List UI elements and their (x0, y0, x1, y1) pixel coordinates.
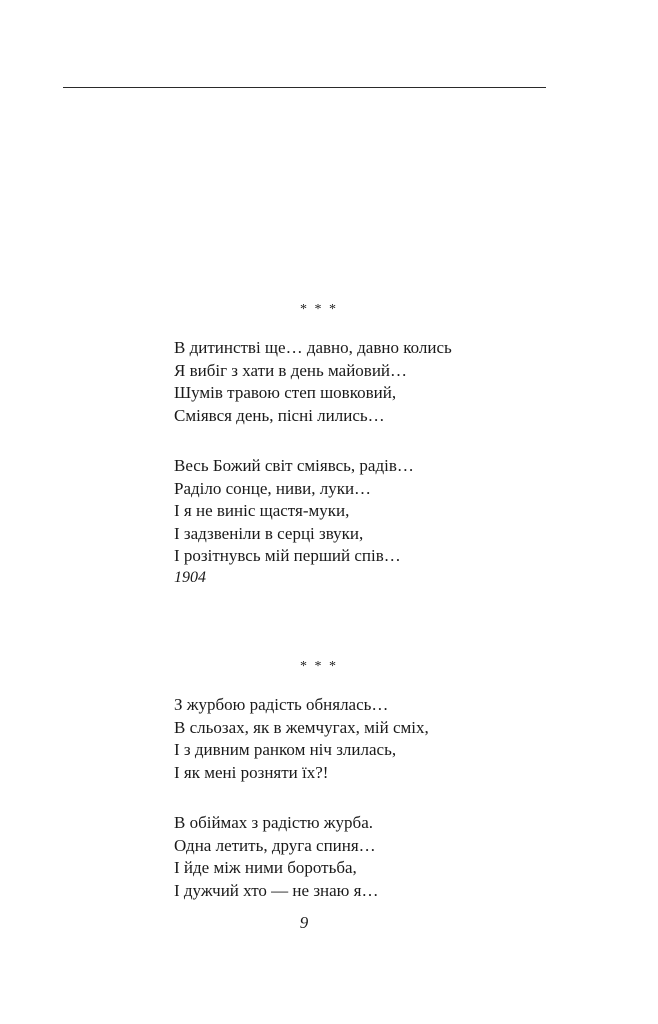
page-number: 9 (299, 913, 309, 932)
asterism: * * * (300, 659, 338, 674)
stanza-1 (174, 694, 429, 784)
asterism: * * * (300, 302, 338, 317)
verse-line: В обіймах з радістю журба. (174, 813, 373, 832)
verse-line: І йде між ними боротьба, (174, 858, 357, 877)
verse-line: В дитинстві ще… давно, давно колись (174, 338, 452, 357)
verse-line: Сміявся день, пісні лились… (174, 405, 385, 425)
verse-line: І я не виніс щастя-муки, (174, 501, 350, 520)
verse-line: І дужчий хто — не знаю я… (174, 880, 379, 900)
verse-line: Одна летить, друга спиня… (174, 835, 376, 855)
verse-line: І з дивним ранком ніч злилась, (174, 740, 397, 759)
stanza-1 (174, 337, 452, 427)
stanza-2 (174, 455, 414, 568)
verse-line: З журбою радість обнялась… (174, 695, 389, 714)
stanza-2 (174, 812, 378, 902)
verse-line: І розітнувсь мій перший спів… (174, 546, 401, 565)
verse-line: Я вибіг з хати в день майовий… (174, 360, 408, 380)
verse-line: В сльозах, як в жемчугах, мій сміх, (174, 717, 429, 737)
verse-line: І задзвеніли в серці звуки, (174, 523, 364, 543)
header-rule (63, 87, 546, 88)
verse-line: Раділо сонце, ниви, луки… (174, 478, 372, 498)
verse-line: І як мені розняти їх?! (174, 762, 329, 782)
verse-line: Шумів травою степ шовковий, (174, 383, 397, 402)
verse-line: Весь Божий світ сміявсь, радів… (174, 456, 414, 475)
poem-date: 1904 (174, 569, 206, 586)
